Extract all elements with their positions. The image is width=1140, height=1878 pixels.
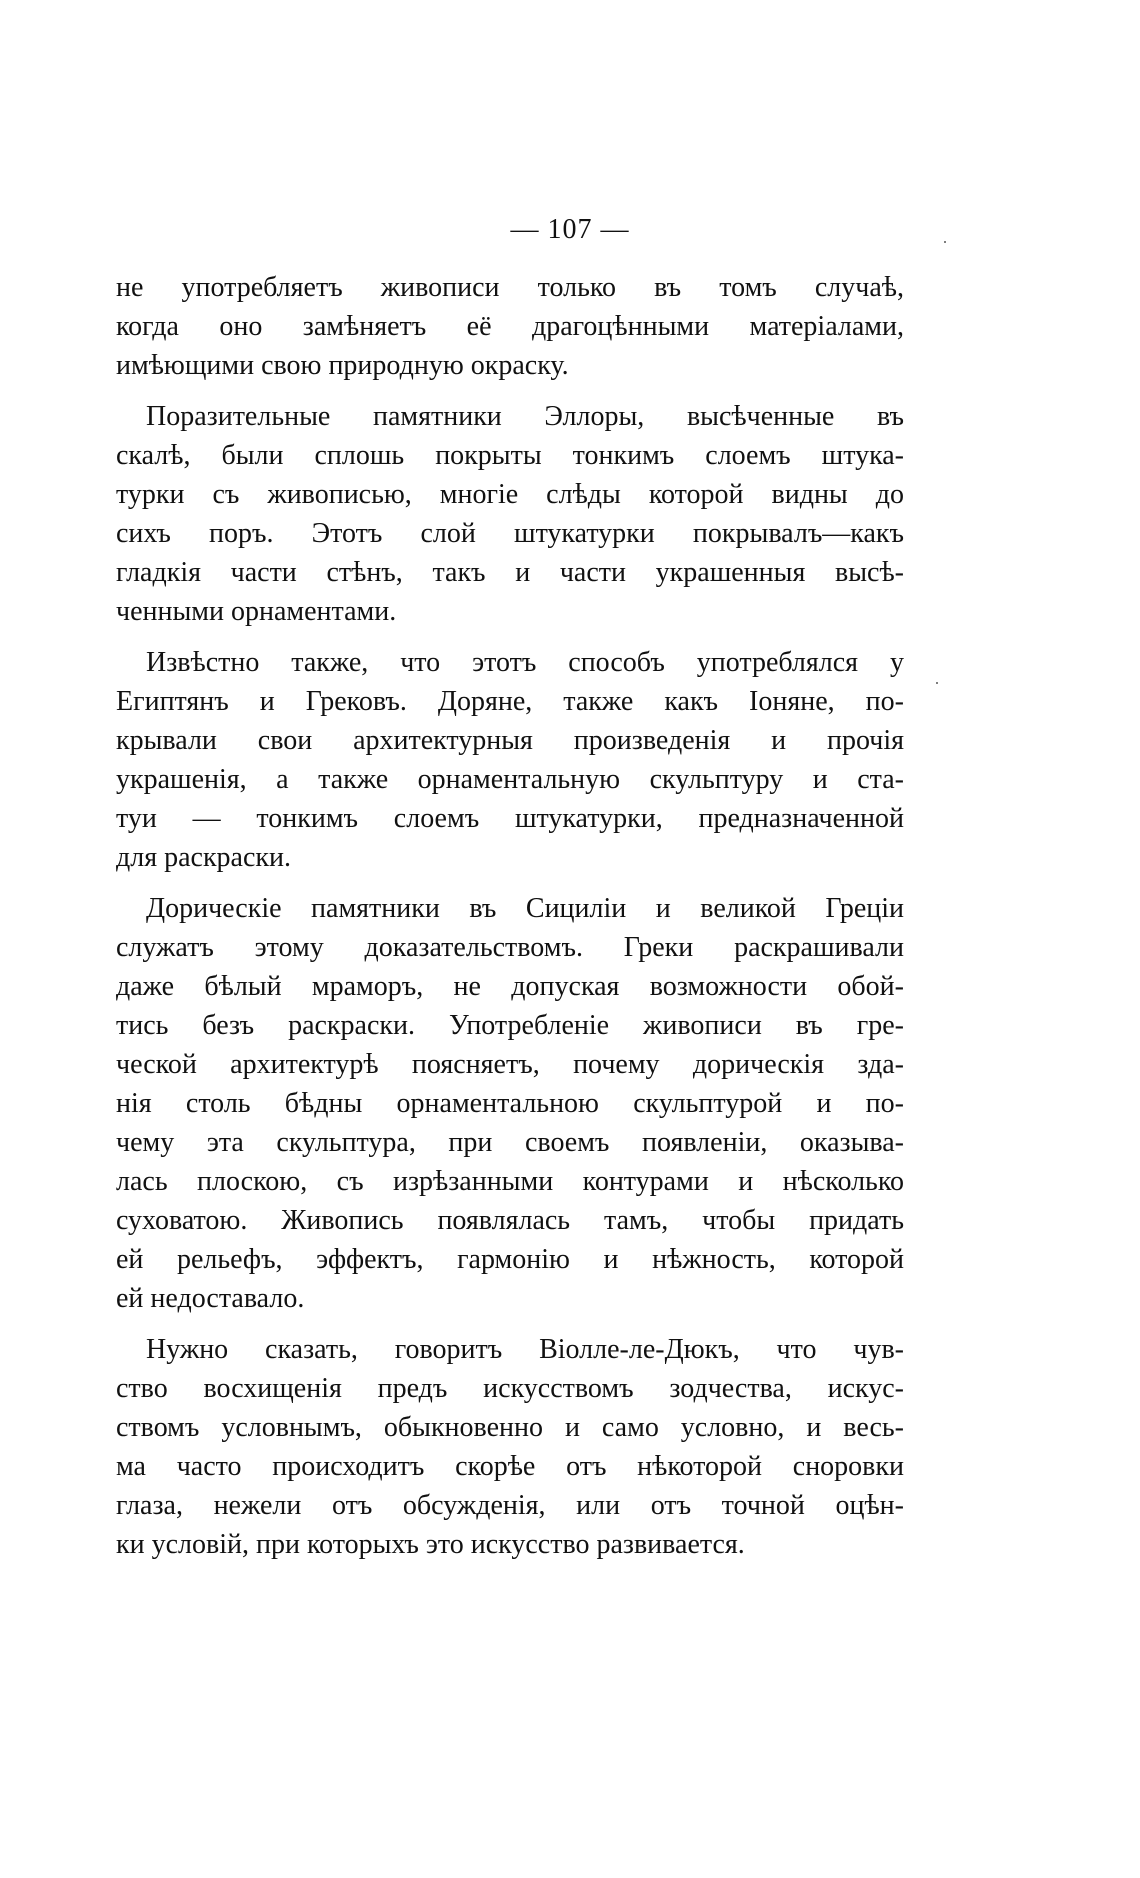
text-line: ей недоставало. bbox=[116, 1283, 305, 1314]
page-number: — 107 — bbox=[510, 214, 630, 245]
text-line: лась плоскою, съ изрѣзанными контурами и нѣсколько bbox=[116, 1166, 904, 1197]
text-line: ство восхищенія предъ искусствомъ зодчества, искус- bbox=[116, 1373, 904, 1404]
paragraph bbox=[116, 268, 904, 385]
text-line: ченными орнаментами. bbox=[116, 596, 397, 627]
body-text bbox=[116, 268, 904, 1576]
text-line: имѣющими свою природную окраску. bbox=[116, 350, 569, 381]
text-line: нія столь бѣдны орнаментальною скульптурой и по- bbox=[116, 1088, 904, 1119]
text-line: Дорическіе памятники въ Сициліи и великой Греціи bbox=[146, 893, 904, 924]
text-line: не употребляетъ живописи только въ томъ случаѣ, bbox=[116, 272, 904, 303]
text-line: даже бѣлый мраморъ, не допуская возможности обой- bbox=[116, 971, 904, 1002]
text-line: служатъ этому доказательствомъ. Греки раскрашивали bbox=[116, 932, 904, 963]
text-line: Поразительные памятники Эллоры, высѣченные въ bbox=[146, 401, 904, 432]
text-line: ческой архитектурѣ поясняетъ, почему дорическія зда- bbox=[116, 1049, 904, 1080]
text-line: Египтянъ и Грековъ. Доряне, также какъ Іоняне, по- bbox=[116, 686, 904, 717]
text-line: Извѣстно также, что этотъ способъ употреблялся у bbox=[146, 647, 904, 678]
text-line: когда оно замѣняетъ её драгоцѣнными матеріалами, bbox=[116, 311, 904, 342]
text-line: для раскраски. bbox=[116, 842, 291, 873]
paragraph bbox=[116, 1330, 904, 1564]
text-line: ей рельефъ, эффектъ, гармонію и нѣжность, которой bbox=[116, 1244, 904, 1275]
text-line: тись безъ раскраски. Употребленіе живописи въ гре- bbox=[116, 1010, 904, 1041]
print-speck bbox=[944, 241, 946, 243]
text-line: украшенія, а также орнаментальную скульптуру и ста- bbox=[116, 764, 904, 795]
print-speck bbox=[936, 682, 938, 684]
paragraph bbox=[116, 643, 904, 877]
text-line: Нужно сказать, говоритъ Віолле-ле-Дюкъ, что чув- bbox=[146, 1334, 904, 1365]
paragraph bbox=[116, 889, 904, 1318]
text-line: ствомъ условнымъ, обыкновенно и само условно, и весь- bbox=[116, 1412, 904, 1443]
text-line: турки съ живописью, многіе слѣды которой видны до bbox=[116, 479, 904, 510]
text-line: ки условій, при которыхъ это искусство развивается. bbox=[116, 1529, 745, 1560]
paragraph bbox=[116, 397, 904, 631]
text-line: туи — тонкимъ слоемъ штукатурки, предназначенной bbox=[116, 803, 904, 834]
text-line: крывали свои архитектурныя произведенія и прочія bbox=[116, 725, 904, 756]
text-line: глаза, нежели отъ обсужденія, или отъ точной оцѣн- bbox=[116, 1490, 904, 1521]
text-line: суховатою. Живопись появлялась тамъ, чтобы придать bbox=[116, 1205, 904, 1236]
text-line: скалѣ, были сплошь покрыты тонкимъ слоемъ штука- bbox=[116, 440, 904, 471]
text-line: ма часто происходитъ скорѣе отъ нѣкоторой сноровки bbox=[116, 1451, 904, 1482]
text-line: гладкія части стѣнъ, такъ и части украшенныя высѣ- bbox=[116, 557, 904, 588]
text-line: сихъ поръ. Этотъ слой штукатурки покрывалъ—какъ bbox=[116, 518, 904, 549]
text-line: чему эта скульптура, при своемъ появленіи, оказыва- bbox=[116, 1127, 904, 1158]
